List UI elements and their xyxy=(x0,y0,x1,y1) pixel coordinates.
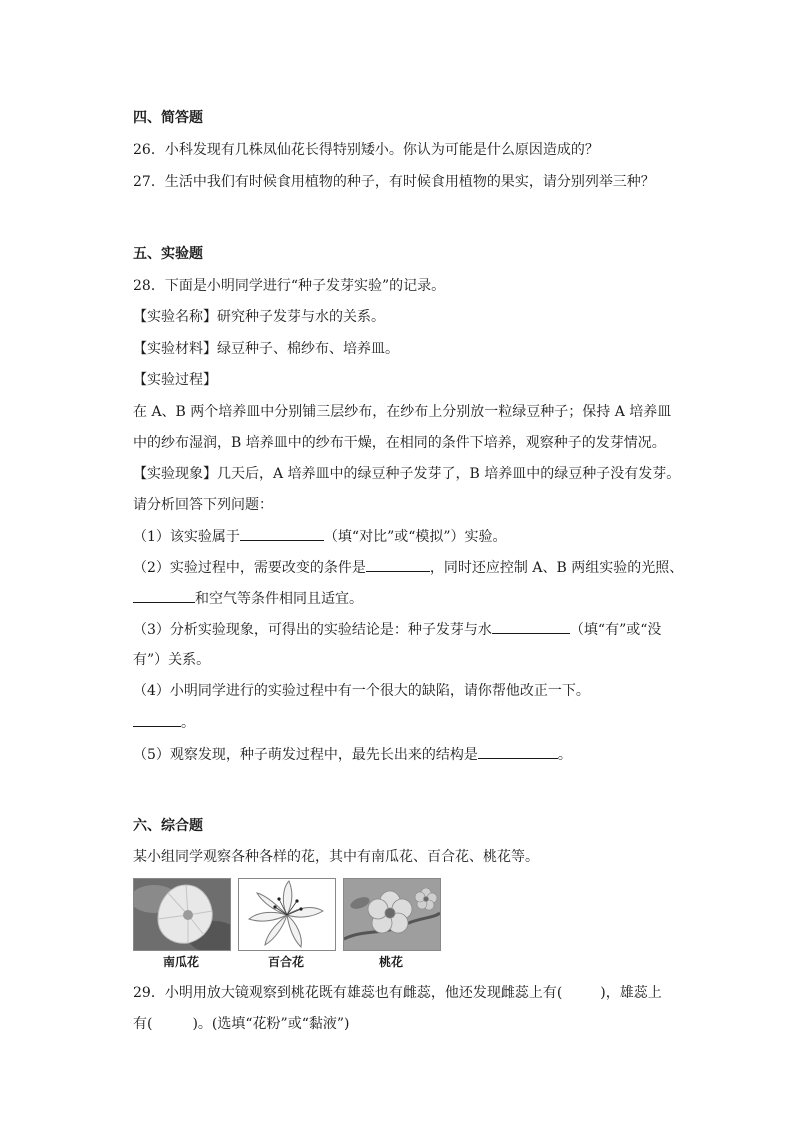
sub-question-4-answer-line xyxy=(133,712,195,733)
answer-blank-5[interactable] xyxy=(478,744,558,759)
sub-question-1-text: （1）该实验属于 xyxy=(133,529,240,545)
answer-blank-2b[interactable] xyxy=(133,588,195,603)
sub-question-4: （4）小明同学进行的实验过程中有一个很大的缺陷，请你帮他改正一下。 xyxy=(133,683,590,699)
sub-question-2-text-b: ，同时还应控制 A、B 两组实验的光照、 xyxy=(429,560,684,576)
question-27: 27．生活中我们有时候食用植物的种子，有时候食用植物的果实，请分别列举三种？ xyxy=(133,174,655,190)
peach-blossom-caption: 桃花 xyxy=(378,955,403,969)
flower-photos xyxy=(133,878,443,969)
question-28: 28．下面是小明同学进行“种子发芽实验”的记录。 xyxy=(133,278,446,294)
question-26: 26．小科发现有几株凤仙花长得特别矮小。你认为可能是什么原因造成的？ xyxy=(133,142,599,158)
experiment-process-title: 【实验过程】 xyxy=(133,372,217,388)
sub-question-4-period: 。 xyxy=(181,715,195,731)
comprehensive-intro: 某小组同学观察各种各样的花，其中有南瓜花、百合花、桃花等。 xyxy=(133,849,539,865)
sub-question-2-text: （2）实验过程中，需要改变的条件是 xyxy=(133,560,366,576)
question-29-text-c: 有( xyxy=(133,1016,153,1032)
sub-question-2-text-c: 和空气等条件相同且适宜。 xyxy=(195,591,363,607)
question-29-text: 29．小明用放大镜观察到桃花既有雄蕊也有雌蕊，他还发现雌蕊上有( xyxy=(133,985,563,1001)
sub-question-3-continued: 有”）关系。 xyxy=(133,652,211,668)
question-29 xyxy=(133,983,662,1003)
experiment-process-line-2: 中的纱布湿润，B 培养皿中的纱布干燥，在相同的条件下培养，观察种子的发芽情况。 xyxy=(133,435,666,451)
answer-blank-2a[interactable] xyxy=(366,557,430,572)
sub-question-5-period: 。 xyxy=(557,747,572,763)
answer-blank-1[interactable] xyxy=(240,526,324,541)
section-heading-comprehensive: 六、综合题 xyxy=(133,818,203,834)
lily-flower-caption: 百合花 xyxy=(267,955,304,969)
question-29-continued xyxy=(133,1014,349,1034)
experiment-phenomenon: 【实验现象】几天后，A 培养皿中的绿豆种子发芽了，B 培养皿中的绿豆种子没有发芽。 xyxy=(133,466,681,482)
analysis-instruction: 请分析回答下列问题： xyxy=(133,497,273,513)
sub-question-1-hint: （填“对比”或“模拟”）实验。 xyxy=(323,529,507,545)
experiment-process-line-1: 在 A、B 两个培养皿中分别铺三层纱布，在纱布上分别放一粒绿豆种子；保持 A 培养皿 xyxy=(133,404,672,420)
sub-question-2-continued xyxy=(133,588,363,609)
pumpkin-flower-image xyxy=(133,878,231,951)
sub-question-3 xyxy=(133,619,661,640)
experiment-name: 【实验名称】研究种子发芽与水的关系。 xyxy=(133,309,385,325)
peach-blossom-image xyxy=(343,878,441,951)
section-heading-short-answer: 四、简答题 xyxy=(133,110,203,126)
pumpkin-flower-caption: 南瓜花 xyxy=(162,955,199,969)
sub-question-2 xyxy=(133,557,683,578)
sub-question-3-hint: （填“有”或“没 xyxy=(569,622,662,638)
answer-blank-4[interactable] xyxy=(133,712,181,727)
question-29-text-b: )，雄蕊上 xyxy=(600,985,662,1001)
sub-question-1 xyxy=(133,526,507,547)
lily-flower-image xyxy=(238,878,336,951)
question-29-text-d: )。(选填“花粉”或“黏液”) xyxy=(192,1016,350,1032)
sub-question-5-text: （5）观察发现，种子萌发过程中，最先长出来的结构是 xyxy=(133,747,478,763)
section-heading-experiment: 五、实验题 xyxy=(133,246,203,262)
sub-question-5 xyxy=(133,744,572,765)
answer-blank-3[interactable] xyxy=(492,619,570,634)
experiment-materials: 【实验材料】绿豆种子、棉纱布、培养皿。 xyxy=(133,341,399,357)
sub-question-3-text: （3）分析实验现象，可得出的实验结论是：种子发芽与水 xyxy=(133,622,492,638)
